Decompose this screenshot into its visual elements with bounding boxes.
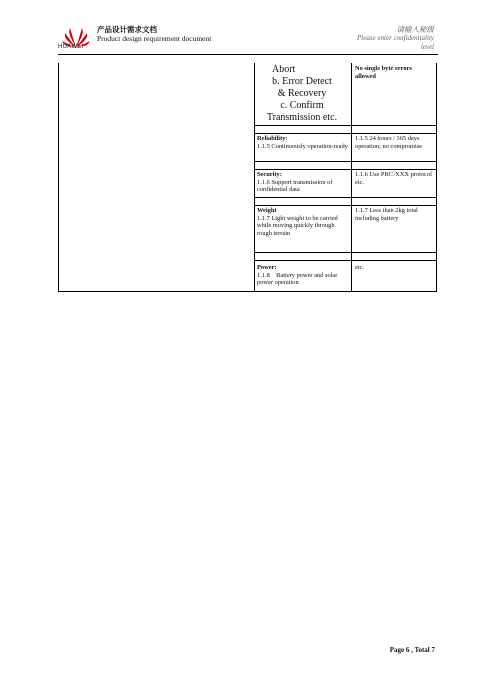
power-title: Power: [257,264,277,271]
requirements-table [58,63,437,292]
reliability-title: Reliability: [257,135,288,142]
error-handling-text [254,64,350,124]
table-rule [254,169,437,170]
reliability-cell [257,135,349,150]
text-line: c. Confirm [280,100,324,111]
table-rule [254,205,437,206]
security-title: Security: [257,171,282,178]
power-cell [257,264,349,287]
header-divider [58,54,438,55]
company-name: HUAWEI [58,44,84,50]
power-value: etc. [355,264,365,271]
table-rule [254,197,437,198]
table-rule [254,161,437,162]
weight-detail: 1.1.7 Light weight to be carried while moving quickly through rough terrain [257,214,338,237]
weight-title: Weight [257,207,277,214]
reliability-value: 1.1.5 24 hours / 365 days operation; no compromise [355,135,423,150]
doc-title-cn: 产品设计需求文档 [97,25,157,34]
error-requirement-value: No single byte errors allowed [355,65,412,80]
table-rule [254,125,437,126]
text-line: Abort [272,64,296,75]
table-border-right [436,63,437,292]
table-rule [254,260,437,261]
page-number: Page 6 , Total 7 [389,646,435,654]
weight-cell [257,207,345,237]
text-line: b. Error Detect [272,76,332,87]
security-value: 1.1.6 Use PRC-XXX protocol etc. [355,171,432,186]
table-rule [254,252,437,253]
confidential-level-en-2: level [420,43,434,51]
text-line: Transmission etc. [266,112,338,123]
text-line: & Recovery [277,88,327,99]
reliability-detail: 1.1.5 Continuously operation-ready [257,142,348,150]
confidential-level-cn: 请输入秘级 [396,25,434,34]
power-detail: 1.1.8 Battery power and solar power operation [257,271,340,287]
confidential-level-en-1: Please enter confidentiality [357,34,434,42]
table-border-left [58,63,59,292]
table-rule [254,133,437,134]
security-cell [257,171,349,194]
security-detail: 1.1.6 Support transmission of confidential data [257,178,333,194]
table-border-bottom [58,291,437,292]
table-divider-right [351,63,352,292]
doc-title-en: Product design requirement document [97,34,212,43]
weight-value: 1.1.7 Less than 2kg total including battery [355,207,418,222]
